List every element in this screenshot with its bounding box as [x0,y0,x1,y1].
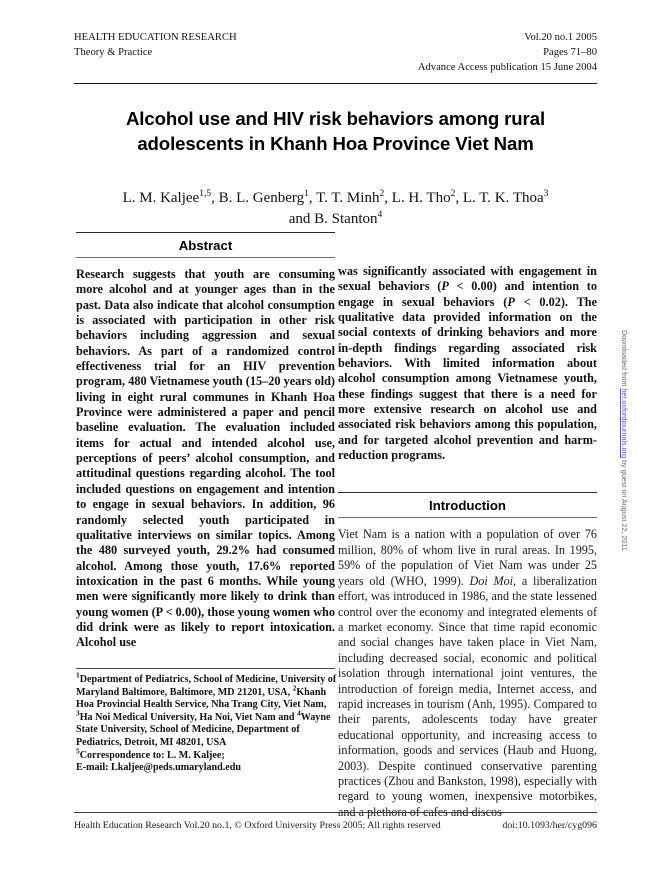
abstract-continuation-wrap [338,264,597,463]
download-stamp [619,330,629,590]
author-list [74,188,597,230]
footnote-divider [76,668,335,669]
abstract-body-part-1: Research suggests that youth are consuming more alcohol and at younger ages than in the past. Data also indicate that alcohol consumption is associated with participation in other risk behaviors including aggression and sexual behaviors. As part of a randomized control effectiveness trial for an HIV prevention program, 480 Vietnamese youth (15–20 years old) living in eight rural communes in Khanh Hoa Province were administered a paper and pencil baseline evaluation. The evaluation included items for actual and intended alcohol use, perceptions of peers’ alcohol consumption, and attitudinal questions regarding alcohol. The tool included questions on engagement and intention to engage in sexual behaviors. In addition, 96 randomly selected youth participated in qualitative interviews on similar topics. Among the 480 surveyed youth, 29.2% had consumed alcohol. Among those youth, 17.6% reported intoxication in the past 6 months. While young men were significantly more likely to drink than young women (P < 0.00), those young women who did drink were as likely to report intoxication. Alcohol use [76,267,335,650]
author-line-2: and B. Stanton$^4$ [288,210,383,227]
author-entry: B. Stanton$^4$ [314,210,383,227]
footer-doi: doi:10.1093/her/cyg096 [502,820,597,831]
volume-issue: Vol.20 no.1 2005 [524,32,597,43]
author-entry: L. T. K. Thoa$^3$ [462,189,549,206]
journal-name: HEALTH EDUCATION RESEARCH [74,32,237,43]
footer-copyright: Health Education Research Vol.20 no.1, © Oxford University Press 2005; All rights reserved [74,820,441,831]
column-left [76,232,335,651]
advance-access-note: Advance Access publication 15 June 2004 [417,62,597,73]
author-entry: L. M. Kaljee$^{1,5}$, [122,189,219,206]
introduction-heading: Introduction [338,492,597,518]
correspondence-email[interactable]: E-mail: Lkaljee@peds.umaryland.edu [76,762,242,774]
masthead-issue-block [418,30,597,75]
affiliation-marker-2: 2 [292,683,297,693]
abstract-heading: Abstract [76,232,335,258]
affiliation-marker-5: 5 [76,746,80,756]
doi-moi-italic: Doi Moi [469,573,514,588]
column-right [338,232,597,820]
affiliation-marker-1: 1 [76,670,80,680]
download-stamp-suffix: by guest on August 22, 2011 [620,458,628,551]
author-affiliation-marker: 3 [543,189,549,199]
author-affiliation-marker: 4 [377,210,383,220]
page-title: Alcohol use and HIV risk behaviors among rural adolescents in Khanh Hoa Province Viet Nam [125,108,546,154]
author-line-1 [123,190,549,206]
masthead [74,30,597,75]
author-entry: L. H. Tho$^2$, [391,189,463,206]
footer-divider [74,812,597,813]
author-affiliation-marker: 2 [450,189,456,199]
masthead-divider [74,83,597,84]
journal-subtitle: Theory & Practice [74,47,153,58]
affiliation-marker-3: 3 [76,708,80,718]
author-affiliation-marker: 1 [304,189,309,199]
introduction-section [338,492,597,820]
introduction-body: Viet Nam is a nation with a population of over 76 million, 80% of whom live in rural areas. In 1995, 59% of the population of Viet Nam was under 25 years old (WHO, 1999). Doi Moi, a liberalization effort, was introduced in 1986, and the state lessened control over the economy and integrated elements of a market economy. Since that time rapid economic and social changes have taken place in Viet Nam, including decreased social, economic and political isolation through international joint ventures, the introduction of foreign media, Internet access, and rapid increases in tourism (Anh, 1995). Compared to their parents, adolescents today have greater educational opportunity, and increasing access to information, goods and services (Haub and Huong, 2003). Despite continued conservative parenting practices (Zhou and Bankston, 1998), especially with regard to young women, inexpensive motorbikes, and a plethora of cafes and discos [338,527,597,819]
page-range: Pages 71–80 [543,47,597,58]
abstract-body-part-2: was significantly associated with engagement in sexual behaviors (P < 0.00) and intention to engage in sexual behaviors (P < 0.02). The qualitative data provided information on the social contexts of drinking behaviors and more in-depth findings regarding associated risk behaviors. With limited information about alcohol consumption among Vietnamese youth, these findings suggest that there is a need for more extensive research on alcohol use and associated risk behaviors among this population, and for targeted alcohol prevention and harm-reduction programs. [338,264,598,463]
author-entry: B. L. Genberg$^1$, [218,189,317,206]
page-footer [74,819,597,833]
download-stamp-link[interactable]: her.oxfordjournals.org [620,388,628,459]
author-affiliation-marker: 1,5 [199,189,212,199]
p-value-symbol: P [441,279,449,294]
masthead-journal-block [74,30,237,60]
p-value-symbol: P [507,294,515,309]
correspondence-line: $^5$Correspondence to: L. M. Kaljee; [76,746,225,761]
affiliation-marker-4: 4 [297,708,301,718]
author-affiliation-marker: 2 [379,189,385,199]
author-entry: T. T. Minh$^2$, [316,189,392,206]
author-affiliations: $^1$Department of Pediatrics, School of Medicine, University of Maryland Baltimore, Baltimore, MD 21201, USA, $^2$Khanh Hoa Provincial Health Service, Nha Trang City, Viet Nam, $^3$Ha Noi Medical University, Ha Noi, Viet Nam and $^4$Wayne State University, School of Medicine, Department of Pediatrics, Detroit, MI 48201, USA $^5$Correspondence to: L. M. Kaljee; E-mail: Lkaljee@peds.umaryland.edu [76,670,337,774]
download-stamp-prefix: Downloaded from [620,330,628,389]
